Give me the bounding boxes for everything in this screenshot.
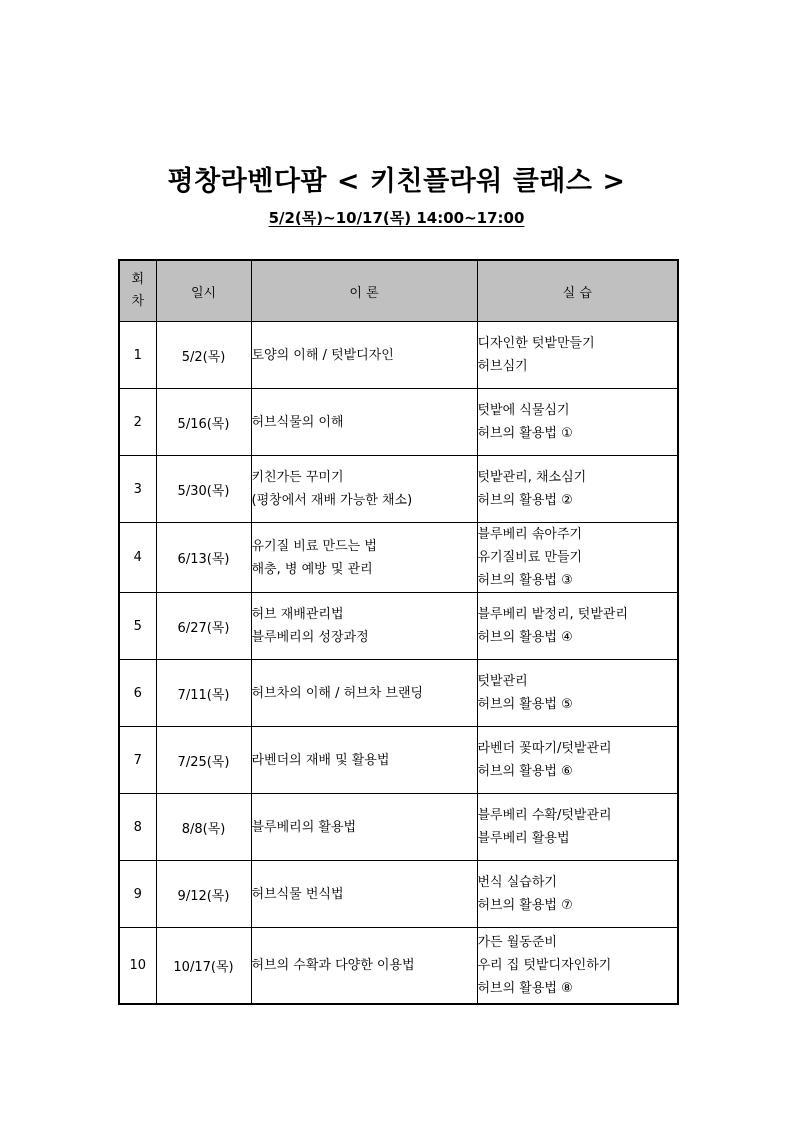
table-header-row [119,260,678,322]
theory-line: 허브식물 번식법 [251,886,344,902]
table-row [119,456,678,523]
theory-line: 허브 재배관리법 [251,607,344,622]
cell-round: 4 [119,523,156,593]
cell-theory [251,794,477,861]
cell-round: 5 [119,593,156,660]
cell-theory [251,727,477,794]
cell-date: 5/30(목) [156,456,251,523]
practice-line: 블루베리 밭정리, 텃밭관리 [477,607,629,622]
table-row [119,861,678,928]
header-round [119,260,156,322]
practice-line: 블루베리 활용법 [477,831,570,846]
cell-round: 9 [119,861,156,928]
cell-practice [477,593,678,660]
table-body [119,322,678,1005]
practice-line: 블루베리 수확/텃밭관리 [477,808,612,823]
theory-line: 블루베리의 활용법 [251,819,357,835]
cell-practice [477,727,678,794]
cell-practice [477,456,678,523]
cell-practice [477,389,678,456]
cell-theory [251,861,477,928]
cell-round: 8 [119,794,156,861]
practice-line: 라벤더 꽃따기/텃밭관리 [477,741,612,756]
cell-theory [251,389,477,456]
theory-line: 블루베리의 성장과정 [251,630,369,645]
practice-line: 허브의 활용법 ⑥ [477,764,573,779]
cell-date: 7/25(목) [156,727,251,794]
practice-line: 텃밭에 식물심기 [477,403,570,418]
practice-line: 블루베리 솎아주기 [477,527,583,542]
cell-date: 5/16(목) [156,389,251,456]
practice-line: 허브의 활용법 ④ [477,630,573,645]
cell-theory [251,928,477,1005]
theory-line: 허브차의 이해 / 허브차 브랜딩 [251,685,424,701]
table-row [119,794,678,861]
cell-practice [477,660,678,727]
practice-line: 허브의 활용법 ⑦ [477,898,573,913]
cell-date: 6/27(목) [156,593,251,660]
practice-line: 유기질비료 만들기 [477,550,583,565]
cell-theory [251,523,477,593]
practice-line: 허브의 활용법 ① [477,426,573,441]
cell-date: 5/2(목) [156,322,251,389]
cell-date: 6/13(목) [156,523,251,593]
practice-line: 우리 집 텃밭디자인하기 [477,958,612,973]
practice-line: 허브의 활용법 ③ [477,573,573,588]
cell-practice [477,794,678,861]
cell-round: 6 [119,660,156,727]
table-row [119,322,678,389]
schedule-period [0,207,793,229]
header-round-line2: 차 [131,294,145,309]
cell-theory [251,322,477,389]
cell-practice [477,523,678,593]
cell-theory [251,456,477,523]
cell-round: 7 [119,727,156,794]
practice-line: 가든 월동준비 [477,935,557,950]
cell-practice [477,861,678,928]
header-date: 일시 [156,260,251,322]
cell-round: 2 [119,389,156,456]
cell-round: 3 [119,456,156,523]
table-row [119,523,678,593]
schedule-period-text: 5/2(목)~10/17(목) 14:00~17:00 [268,209,525,227]
cell-round: 1 [119,322,156,389]
table-row [119,727,678,794]
cell-date: 9/12(목) [156,861,251,928]
cell-theory [251,660,477,727]
header-round-line1: 회 [131,272,145,287]
practice-line: 텃밭관리 [477,674,528,689]
theory-line: 토양의 이해 / 텃밭디자인 [251,347,394,363]
table-row [119,928,678,1005]
theory-line: 해충, 병 예방 및 관리 [251,561,373,577]
header-practice: 실 습 [477,260,678,322]
practice-line: 허브심기 [477,359,528,374]
header-theory: 이 론 [251,260,477,322]
class-schedule-table [118,259,679,1005]
cell-theory [251,593,477,660]
practice-line: 허브의 활용법 ⑧ [477,981,573,996]
practice-line: 허브의 활용법 ⑤ [477,697,573,712]
cell-date: 7/11(목) [156,660,251,727]
practice-line: 텃밭관리, 채소심기 [477,470,587,485]
table-row [119,389,678,456]
table-row [119,660,678,727]
cell-practice [477,322,678,389]
theory-line: 키친가든 꾸미기 [251,470,344,485]
practice-line: 허브의 활용법 ② [477,493,573,508]
page-title: 평창라벤다팜 < 키친플라워 클래스 > [167,166,626,197]
theory-line: 허브식물의 이해 [251,414,344,430]
theory-line: 허브의 수확과 다양한 이용법 [251,958,415,973]
cell-practice [477,928,678,1005]
cell-date: 10/17(목) [156,928,251,1005]
theory-line: 유기질 비료 만드는 법 [251,538,377,554]
table-row [119,593,678,660]
cell-date: 8/8(목) [156,794,251,861]
cell-round: 10 [119,928,156,1005]
practice-line: 디자인한 텃밭만들기 [477,336,595,351]
theory-line: (평창에서 재배 가능한 채소) [251,493,413,508]
theory-line: 라벤더의 재배 및 활용법 [251,752,390,768]
practice-line: 번식 실습하기 [477,875,557,890]
